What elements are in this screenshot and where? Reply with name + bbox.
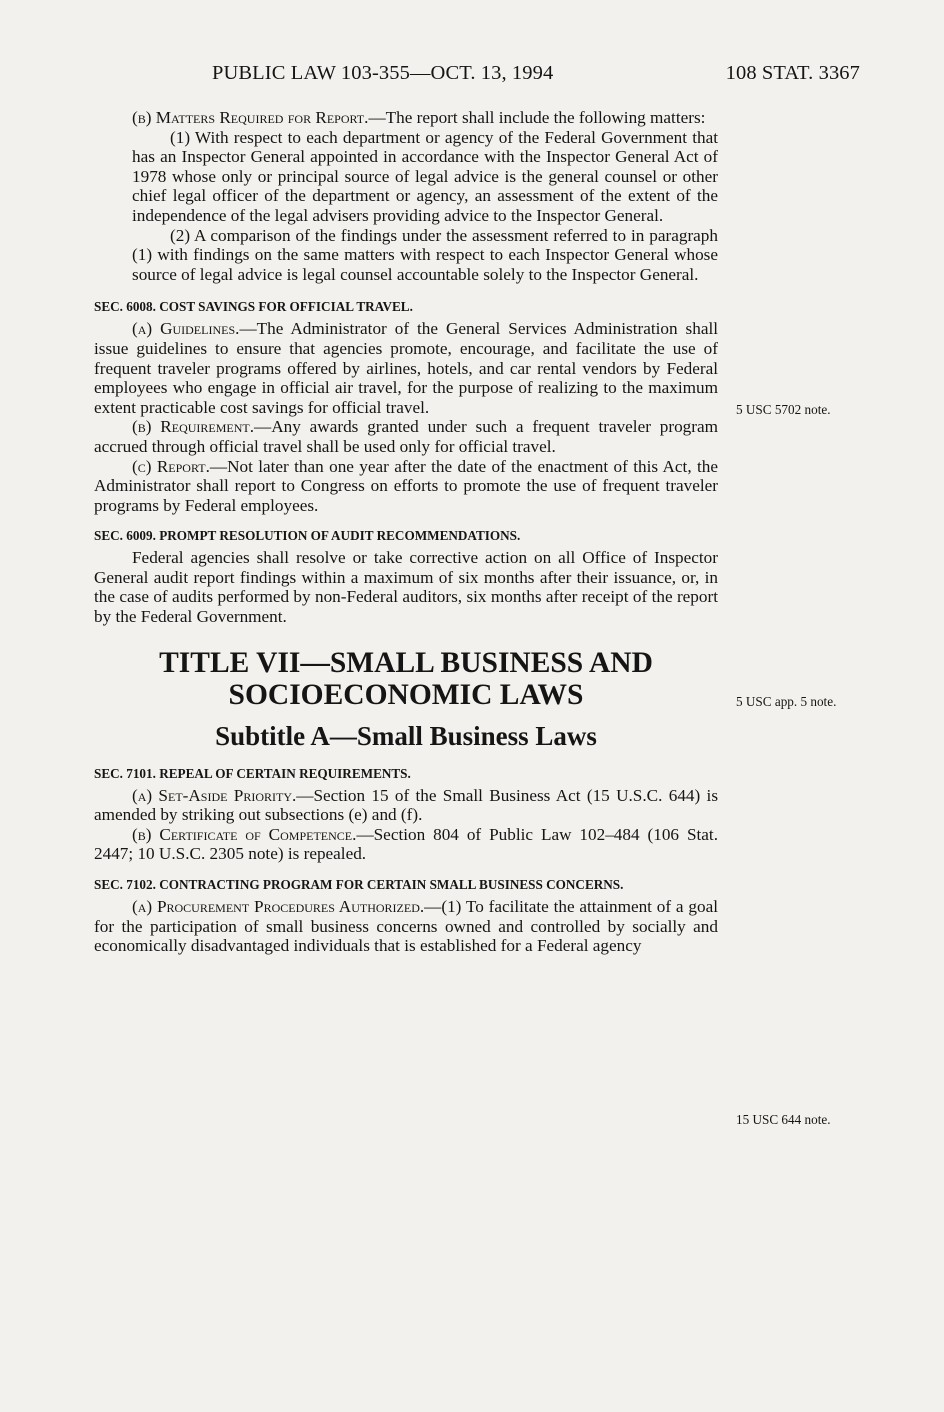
sec6009-heading: SEC. 6009. PROMPT RESOLUTION OF AUDIT RECOMMENDATIONS. — [94, 528, 521, 544]
sec6008-c — [94, 457, 718, 516]
sec7102-a — [94, 897, 718, 956]
page-body — [94, 108, 718, 956]
sec6007-b-item2: (2) A comparison of the findings under the assessment referred to in paragraph (1) with findings on the same matters with respect to each Inspector General whose source of legal advice is legal counsel accountable solely to the Inspector General. — [132, 225, 718, 284]
title-line-2: SOCIOECONOMIC LAWS — [228, 678, 584, 711]
sec6008-b-text: —Any awards granted under such a frequent traveler program accrued through official travel shall be used only for official travel. — [94, 417, 719, 456]
sec7101-a — [94, 786, 718, 825]
margin-note-6009: 5 USC app. 5 note. — [736, 694, 837, 709]
sec6008-a — [94, 319, 718, 417]
header-stat: 108 STAT. 3367 — [725, 62, 860, 84]
sec7102-heading: SEC. 7102. CONTRACTING PROGRAM FOR CERTAIN SMALL BUSINESS CONCERNS. — [94, 877, 624, 893]
sec7101-heading: SEC. 7101. REPEAL OF CERTAIN REQUIREMENTS. — [94, 765, 411, 781]
sec6008-b — [94, 417, 718, 456]
subtitle-heading: Subtitle A—Small Business Laws — [215, 720, 597, 751]
sec7101-a-heading: (a) Set-Aside Priority. — [132, 785, 297, 805]
sec6008-a-text: —The Administrator of the General Services Administration shall issue guidelines to ensure that agencies promote, encourage, and facilitate the use of frequent traveler programs offered by airlines, hotels, and car rental vendors by Federal employees who engage in official air travel, for the purpose of realizing to the maximum extent practicable cost savings for official travel. — [94, 319, 719, 417]
sec6007-b — [94, 108, 718, 128]
margin-note-7102: 15 USC 644 note. — [736, 1112, 831, 1127]
margin-note-6008: 5 USC 5702 note. — [736, 402, 831, 417]
sec6008-c-text: —Not later than one year after the date of the enactment of this Act, the Administrator shall report to Congress on efforts to promote the use of frequent traveler programs by Federal employees. — [94, 456, 718, 515]
sec7101-a-text: —Section 15 of the Small Business Act (15 U.S.C. 644) is amended by striking out subsections (e) and (f). — [94, 785, 719, 825]
sec7101-b — [94, 825, 718, 864]
sec7102-a-heading: (a) Procurement Procedures Authorized. — [132, 897, 425, 917]
title-line-1: TITLE VII—SMALL BUSINESS AND — [159, 646, 653, 679]
sec6008-c-heading: (c) Report. — [132, 456, 210, 476]
sec7102-a-text: —(1) To facilitate the attainment of a goal for the participation of small business concerns owned and controlled by socially and economically disadvantaged individuals that is established for a Federal agency — [94, 897, 718, 956]
page-header — [212, 62, 860, 85]
title-heading — [74, 647, 738, 711]
sec6008-heading: SEC. 6008. COST SAVINGS FOR OFFICIAL TRAVEL. — [94, 299, 413, 315]
sec7101-b-heading: (b) Certificate of Competence. — [132, 824, 357, 844]
sec6007-b-text: —The report shall include the following matters: — [368, 108, 706, 127]
sec6007-b-item1: (1) With respect to each department or agency of the Federal Government that has an Inspector General appointed in accordance with the Inspector General Act of 1978 whose only or principal source of legal advice is the general counsel or other chief legal officer of the department or agency, an assessment of the extent of the independence of the legal advisers providing advice to the Inspector General. — [132, 127, 718, 225]
sec6009-text: Federal agencies shall resolve or take corrective action on all Office of Inspector General audit report findings within a maximum of six months after their issuance, or, in the case of audits performed by non-Federal auditors, six months after receipt of the report by the Federal Government. — [94, 548, 718, 627]
sec6008-a-heading: (a) Guidelines. — [132, 319, 240, 339]
sec6008-b-heading: (b) Requirement. — [132, 417, 255, 437]
sec7101-b-text: —Section 804 of Public Law 102–484 (106 Stat. 2447; 10 U.S.C. 2305 note) is repealed. — [94, 824, 718, 864]
sec6007-b-heading: (b) Matters Required for Report. — [132, 108, 369, 127]
header-title: PUBLIC LAW 103-355—OCT. 13, 1994 — [212, 62, 554, 84]
